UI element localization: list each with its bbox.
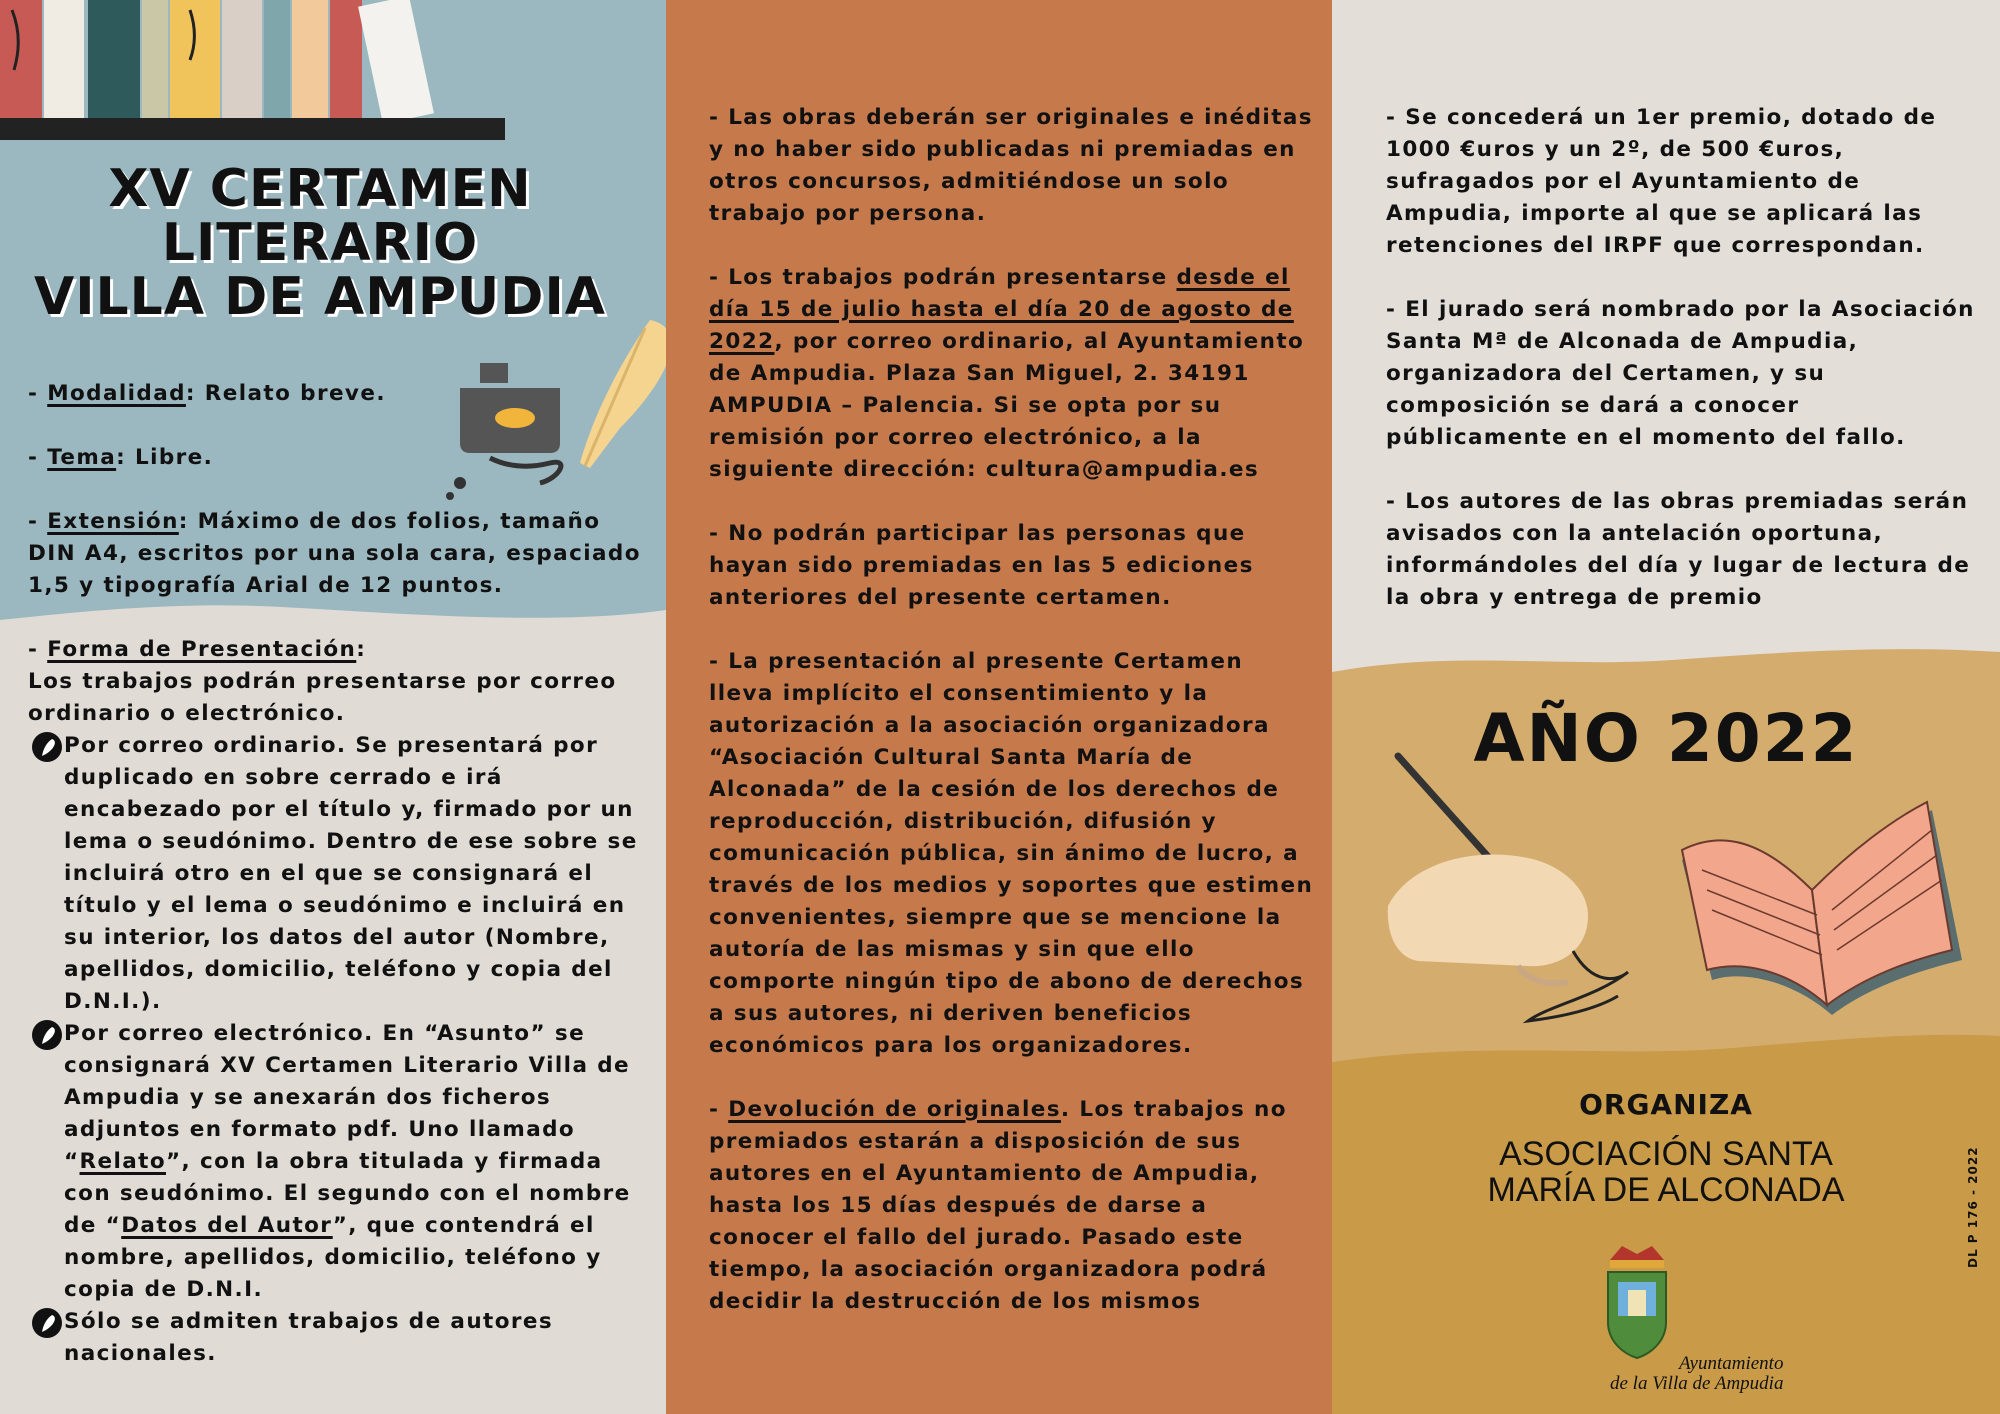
derechos-rule: - La presentación al presente Certamen lleva implícito el consentimiento y la autorización a la asociación organizadora “Asociación Cultural Santa María de Alconada” de la cesión de los derechos de reproducción, distribución, difusión y comunicación pública, sin ánimo de lucro, a través de los medios y soportes que estimen convenientes, siempre que se mencione la autoría de las mismas y sin que ello comporte ningún tipo de abono de derechos a sus autores, ni deriven beneficios económicos para los organizadores. <box>709 649 1314 1058</box>
participantes-rule: - No podrán participar las personas que hayan sido premiadas en las 5 ediciones anteriores del presente certamen. <box>709 521 1254 610</box>
jurado-rule: - El jurado será nombrado por la Asociación Santa Mª de Alconada de Ampudia, organizadora del Certamen, y su composición se dará a conocer públicamente en el momento del fallo. <box>1386 297 1975 450</box>
plazo-rule: - Los trabajos podrán presentarse desde el día 15 de julio hasta el día 20 de agosto de 2022, por correo ordinario, al Ayuntamiento de Ampudia. Plaza San Miguel, 2. 34191 AMPUDIA – Palencia. Si se opta por su remisión por correo electrónico, a la siguiente dirección: cultura@ampudia.es <box>709 265 1305 482</box>
quill-bullet-icon <box>32 1020 62 1050</box>
year-heading: AÑO 2022 <box>1473 700 1859 777</box>
autores-rule: - Los autores de las obras premiadas serán avisados con la antelación oportuna, informándoles del día y lugar de lectura de la obra y entrega de premio <box>1386 489 1971 610</box>
organiza-label: ORGANIZA <box>1579 1088 1753 1121</box>
bookshelf-illustration <box>0 0 520 150</box>
middle-rules <box>709 102 1315 1350</box>
tema-rule: - Tema: Libre. <box>28 445 214 470</box>
bullet-correo-ordinario: Por correo ordinario. Se presentará por duplicado en sobre cerrado e irá encabezado por el título y, firmado por un lema o seudónimo. Dentro de ese sobre se incluirá otro en el que se consignará el título y el lema o seudónimo e incluirá en su interior, los datos del autor (Nombre, apellidos, domicilio, teléfono y copia del D.N.I.). <box>28 730 648 1018</box>
right-rules <box>1386 102 1986 646</box>
bullet-correo-electronico: Por correo electrónico. En “Asunto” se consignará XV Certamen Literario Villa de Ampudia y se anexarán dos ficheros adjuntos en formato pdf. Uno llamado “Relato”, con la obra titulada y firmada con seudónimo. El segundo con el nombre de “Datos del Autor”, que contendrá el nombre, apellidos, domicilio, teléfono y copia de D.N.I. <box>28 1018 648 1306</box>
premios-rule: - Se concederá un 1er premio, dotado de 1000 €uros y un 2º, de 500 €uros, sufragados por el Ayuntamiento de Ampudia, importe al que se aplicará las retenciones del IRPF que correspondan. <box>1386 105 1937 258</box>
modalidad-rule: - Modalidad: Relato breve. <box>28 381 386 406</box>
quill-bullet-icon <box>32 1308 62 1338</box>
bullet-autores-nacionales: Sólo se admiten trabajos de autores nacionales. <box>28 1306 648 1370</box>
coat-of-arms-logo <box>1602 1242 1672 1362</box>
devolucion-rule: - Devolución de originales. Los trabajos no premiados estarán a disposición de sus autores en el Ayuntamiento de Ampudia, hasta los 15 días después de darse a conocer el fallo del jurado. Pasado este tiempo, la asociación organizadora podrá decidir la destrucción de los mismos <box>709 1097 1287 1314</box>
left-panel <box>0 0 666 1414</box>
quill-bullet-icon <box>32 732 62 762</box>
forma-rule: - Forma de Presentación: Los trabajos podrán presentarse por correo ordinario o electrónico. Por correo ordinario. Se presentará por duplicado en sobre cerrado e irá encabezado por el título y, firmado por un lema o seudónimo. Dentro de ese sobre se incluirá otro en el que se consignará el título y el lema o seudónimo e incluirá en su interior, los datos del autor (Nombre, apellidos, domicilio, teléfono y copia del D.N.I.). Por correo electrónico. En “Asunto” se consignará XV Certamen Literario Villa de Ampudia y se anexarán dos ficheros adjuntos en formato pdf. Uno llamado “Relato”, con la obra titulada y firmada con seudónimo. El segundo con el nombre de “Datos del Autor”, que contendrá el nombre, apellidos, domicilio, teléfono y copia de D.N.I. Sólo se admiten trabajos de autores nacionales. <box>28 634 648 1370</box>
hand-writing-illustration <box>1378 746 1678 1046</box>
open-book-illustration <box>1662 790 1962 1030</box>
originales-rule: - Las obras deberán ser originales e inéditas y no haber sido publicadas ni premiadas en otros concursos, admitiéndose un solo trabajo por persona. <box>709 105 1313 226</box>
middle-panel <box>666 0 1332 1414</box>
page-title: XV CERTAMEN LITERARIO VILLA DE AMPUDIA <box>33 159 607 327</box>
right-panel <box>1332 0 2000 1414</box>
ayuntamiento-logo-text: Ayuntamiento de la Villa de Ampudia <box>1610 1353 1784 1394</box>
extension-rule: - Extensión: Máximo de dos folios, tamaño DIN A4, escritos por una sola cara, espaciado 1,5 y tipografía Arial de 12 puntos. <box>28 509 641 598</box>
organizer-name: ASOCIACIÓN SANTA MARÍA DE ALCONADA <box>1487 1135 1845 1209</box>
legal-deposit: DL P 176 - 2022 <box>1966 1146 1980 1268</box>
left-rules <box>28 378 648 1370</box>
